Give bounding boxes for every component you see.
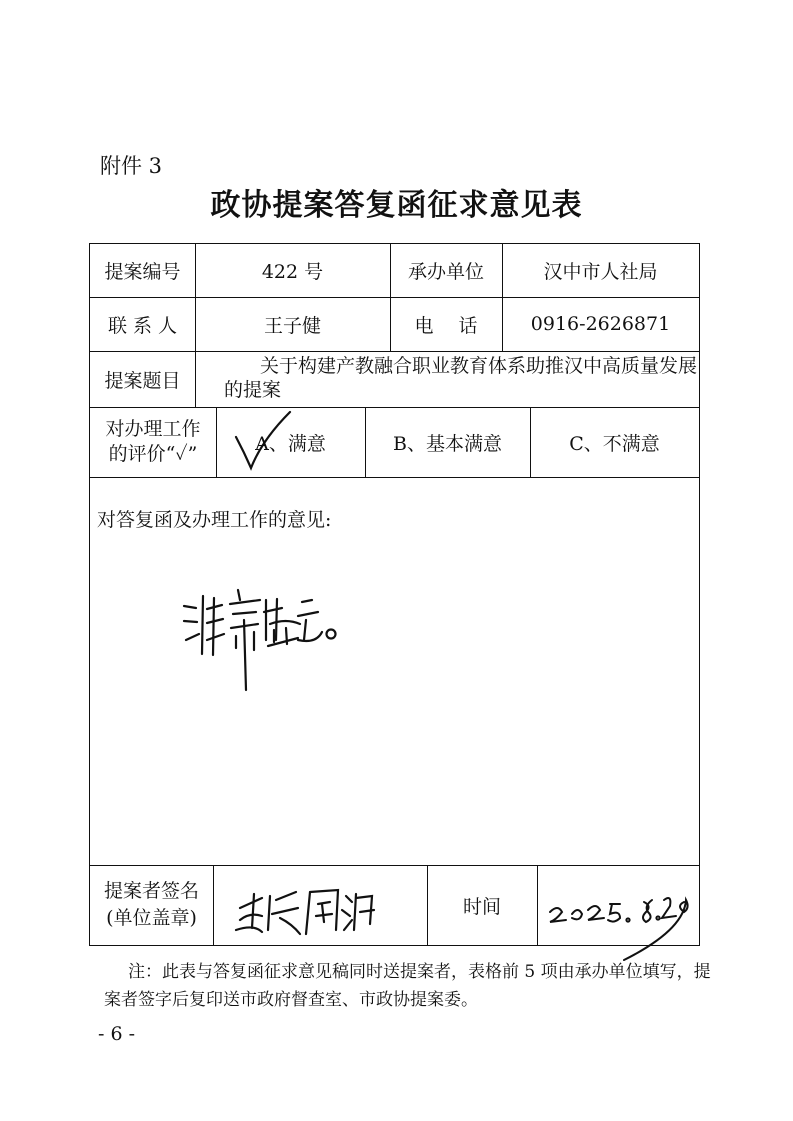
signer-label bbox=[90, 865, 213, 945]
contact-value: 王子健 bbox=[263, 314, 321, 337]
evaluation-label bbox=[90, 407, 216, 477]
handling-unit-value: 汉中市人社局 bbox=[543, 261, 658, 283]
page-title: 政协提案答复函征求意见表 bbox=[210, 188, 583, 223]
option-b-basically-satisfied[interactable]: B、基本满意 bbox=[393, 432, 502, 455]
option-c-not-satisfied[interactable]: C、不满意 bbox=[569, 432, 660, 455]
evaluation-label-line2: 的评价“✓” bbox=[108, 443, 198, 465]
opinion-label: 对答复函及办理工作的意见: bbox=[97, 509, 332, 531]
footnote: 注：此表与答复函征求意见稿同时送提案者，表格前 5 项由承办单位填写，提案者签字后复印送市政府督查室、市政协提案委。 bbox=[104, 962, 711, 1010]
phone-label: 电 话 bbox=[414, 314, 478, 337]
contact-label: 联 系 人 bbox=[107, 314, 178, 337]
feedback-form-table bbox=[89, 243, 700, 946]
time-label: 时间 bbox=[462, 895, 501, 918]
option-a-satisfied[interactable]: A、满意 bbox=[255, 432, 326, 455]
col-divider bbox=[213, 865, 214, 945]
topic-value: 关于构建产教融合职业教育体系助推汉中高质量发展的提案 bbox=[224, 355, 698, 401]
evaluation-label-line1: 对办理工作 bbox=[105, 418, 201, 440]
phone-value: 0916-2626871 bbox=[530, 313, 671, 335]
handling-unit-label: 承办单位 bbox=[407, 261, 484, 283]
proposal-no-label: 提案编号 bbox=[104, 261, 181, 283]
proposal-no-value: 422 号 bbox=[261, 261, 324, 283]
signer-label-line2: (单位盖章) bbox=[106, 907, 197, 929]
attachment-label: 附件 3 bbox=[100, 154, 163, 178]
signer-label-line1: 提案者签名 bbox=[103, 880, 199, 902]
row-divider bbox=[90, 477, 699, 478]
topic-label: 提案题目 bbox=[104, 369, 181, 392]
page-number: - 6 - bbox=[98, 1023, 136, 1045]
col-divider bbox=[537, 865, 538, 945]
